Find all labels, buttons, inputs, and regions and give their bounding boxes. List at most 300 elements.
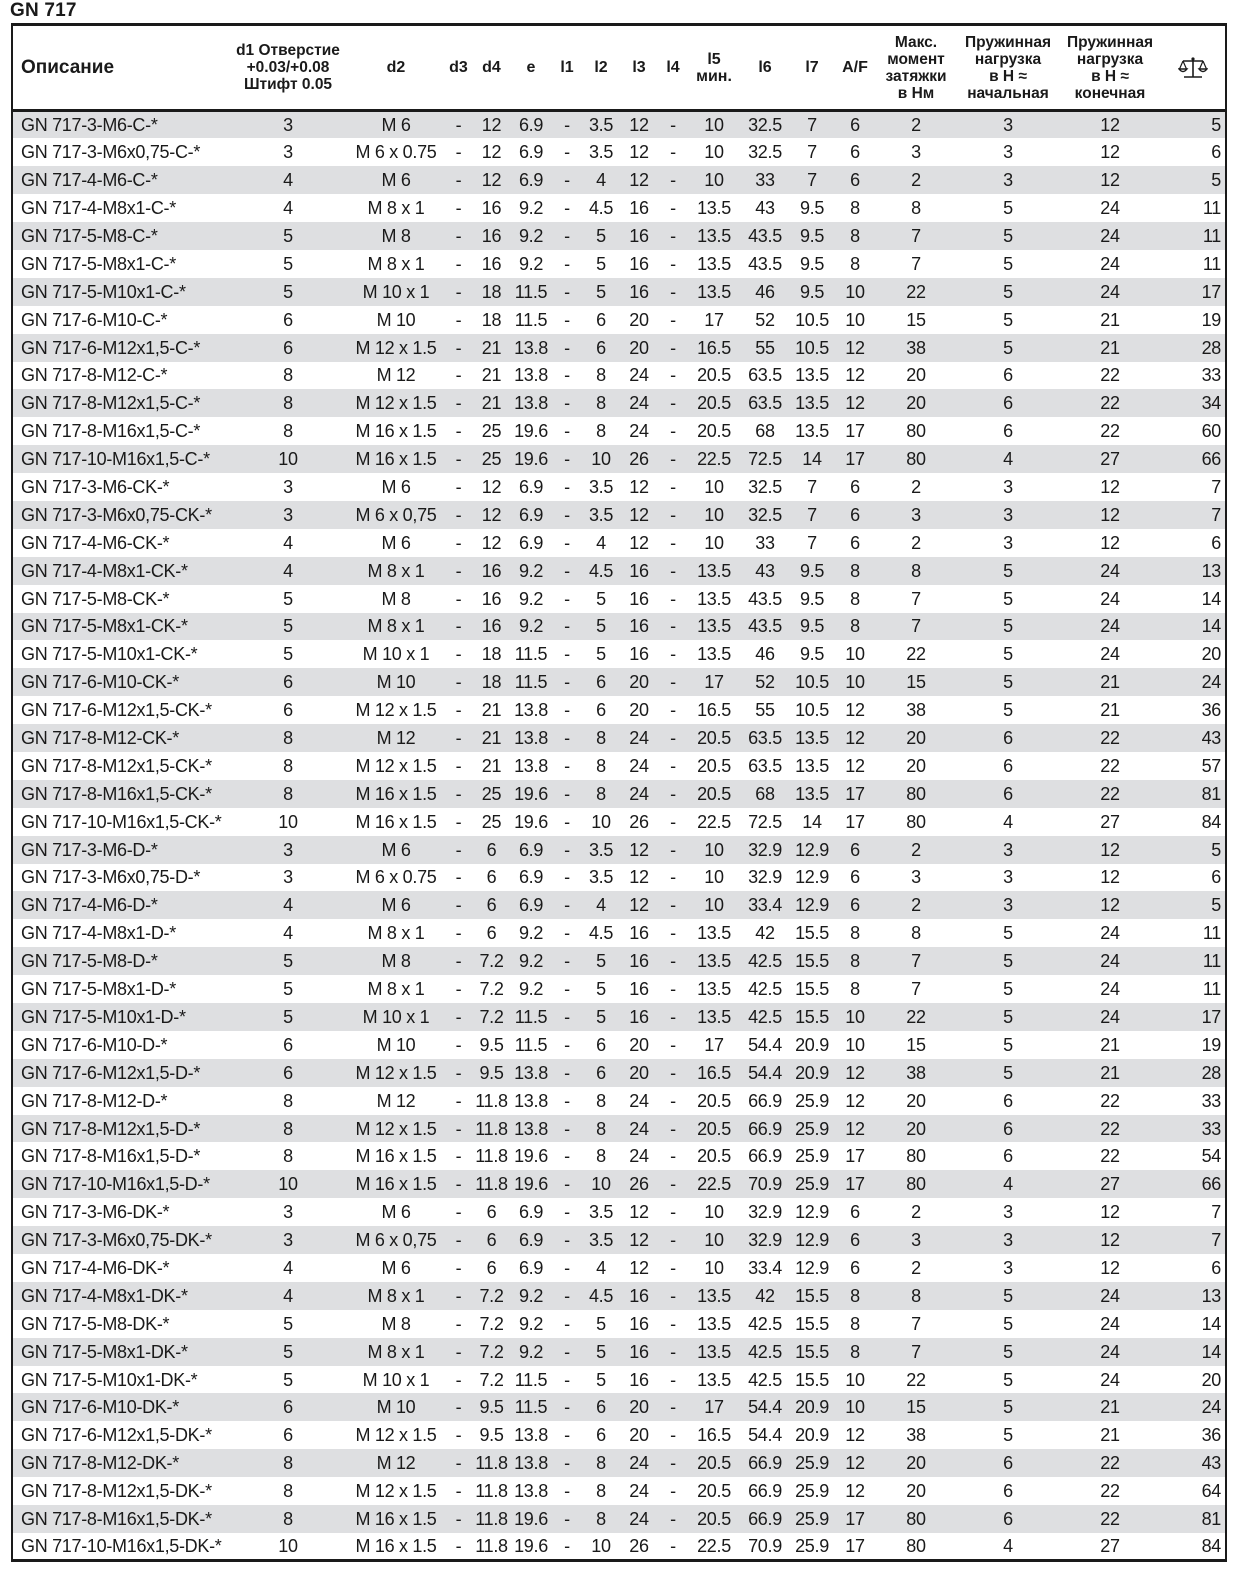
cell-spring-initial: 6	[956, 1115, 1060, 1143]
cell-d1: 4	[283, 1257, 293, 1278]
cell-l4: -	[658, 389, 688, 417]
cell-torque: 2	[911, 477, 921, 498]
cell-e: 9.2	[510, 1282, 552, 1310]
cell-d3: -	[455, 755, 462, 776]
cell-l2: 6	[596, 1034, 606, 1055]
cell-torque: 20	[876, 1449, 956, 1477]
cell-e: 11.5	[510, 1393, 552, 1421]
cell-l4: -	[658, 222, 688, 250]
table-row	[12, 1115, 1226, 1143]
cell-l3: 12	[629, 532, 649, 553]
cell-l6: 46	[740, 278, 790, 306]
cell-d3: -	[444, 1505, 473, 1533]
cell-l5: 13.5	[688, 557, 740, 585]
cell-weight: 14	[1160, 1338, 1226, 1366]
cell-weight: 14	[1201, 588, 1221, 609]
cell-d4: 21	[481, 700, 502, 721]
cell-l2: 6	[582, 1393, 620, 1421]
cell-d3: -	[455, 198, 462, 219]
cell-af: 10	[834, 668, 876, 696]
cell-d4: 12	[481, 532, 502, 553]
cell-l1: -	[564, 532, 570, 553]
cell-spring-initial: 6	[956, 1505, 1060, 1533]
cell-l4: -	[670, 979, 676, 1000]
cell-spring-final: 12	[1060, 111, 1160, 139]
cell-d1: 8	[283, 1146, 293, 1167]
header-description: Описание	[12, 25, 228, 111]
table-row	[12, 1310, 1226, 1338]
table-row	[12, 250, 1226, 278]
cell-spring-final: 21	[1100, 700, 1120, 721]
cell-d1: 5	[283, 1369, 293, 1390]
cell-d3: -	[455, 365, 462, 386]
cell-torque: 7	[876, 613, 956, 641]
cell-spring-final: 21	[1100, 1425, 1120, 1446]
cell-l4: -	[670, 365, 676, 386]
cell-torque: 22	[906, 1369, 926, 1390]
cell-l7: 15.5	[795, 1313, 829, 1334]
cell-spring-initial: 5	[1003, 198, 1013, 219]
cell-torque: 38	[876, 1059, 956, 1087]
cell-spring-final: 21	[1100, 309, 1120, 330]
table-row	[12, 1505, 1226, 1533]
cell-l1: -	[552, 501, 582, 529]
cell-d2: M 6	[381, 1257, 411, 1278]
cell-e: 6.9	[510, 891, 552, 919]
cell-l6: 42	[740, 1282, 790, 1310]
cell-spring-final: 24	[1100, 253, 1120, 274]
cell-l2: 3.5	[588, 142, 614, 163]
cell-d1: 6	[283, 1034, 293, 1055]
cell-l6: 32.5	[748, 142, 782, 163]
cell-l4: -	[658, 836, 688, 864]
cell-af: 12	[845, 1090, 865, 1111]
cell-d4: 11.8	[473, 1170, 510, 1198]
cell-d1: 5	[228, 613, 348, 641]
cell-d4: 7.2	[473, 1003, 510, 1031]
cell-l6: 43	[755, 198, 775, 219]
cell-l4: -	[670, 1034, 676, 1055]
cell-weight: 84	[1201, 1536, 1221, 1557]
cell-l3: 16	[629, 1369, 649, 1390]
cell-l2: 10	[591, 811, 611, 832]
cell-l7: 12.9	[795, 1257, 829, 1278]
cell-l1: -	[552, 445, 582, 473]
cell-description: GN 717-8-M16x1,5-DK-*	[12, 1505, 228, 1533]
cell-l5: 16.5	[688, 334, 740, 362]
cell-d1: 10	[278, 811, 298, 832]
cell-d2: M 12	[376, 365, 416, 386]
cell-description: GN 717-6-M10-DK-*	[12, 1393, 228, 1421]
cell-l2: 5	[582, 1338, 620, 1366]
cell-af: 12	[845, 365, 865, 386]
table-row	[12, 473, 1226, 501]
cell-d2: M 6	[381, 477, 411, 498]
cell-d3: -	[444, 891, 473, 919]
header-l3: l3	[620, 25, 658, 111]
cell-d3: -	[455, 309, 462, 330]
cell-d3: -	[455, 1313, 462, 1334]
cell-af: 10	[845, 1369, 865, 1390]
cell-torque: 7	[876, 1338, 956, 1366]
cell-l7: 15.5	[790, 947, 834, 975]
cell-d3: -	[444, 1170, 473, 1198]
cell-d2: M 6 x 0,75	[348, 501, 444, 529]
cell-d4: 16	[481, 198, 502, 219]
cell-af: 8	[850, 1313, 860, 1334]
cell-l6: 54.4	[740, 1393, 790, 1421]
cell-description: GN 717-5-M8x1-DK-*	[12, 1338, 228, 1366]
header-l1: l1	[552, 25, 582, 111]
cell-torque: 22	[906, 644, 926, 665]
cell-d2: M 16 x 1.5	[355, 421, 437, 442]
cell-e: 13.8	[510, 724, 552, 752]
cell-spring-initial: 3	[1003, 867, 1013, 888]
cell-d3: -	[455, 700, 462, 721]
cell-weight: 13	[1160, 1282, 1226, 1310]
cell-spring-initial: 6	[1003, 1146, 1013, 1167]
cell-l7: 20.9	[795, 1034, 829, 1055]
cell-l2: 8	[582, 780, 620, 808]
cell-l6: 63.5	[740, 724, 790, 752]
cell-l4: -	[670, 1536, 676, 1557]
header-torque	[876, 25, 956, 111]
cell-d2: M 8 x 1	[348, 557, 444, 585]
cell-l4: -	[658, 166, 688, 194]
table-row	[12, 222, 1226, 250]
cell-l6: 66.9	[740, 1115, 790, 1143]
cell-description: GN 717-6-M10-CK-*	[12, 668, 228, 696]
cell-l4: -	[670, 142, 676, 163]
cell-l6: 42.5	[748, 1369, 782, 1390]
cell-l5: 10	[688, 166, 740, 194]
cell-af: 12	[845, 1425, 865, 1446]
cell-torque: 20	[876, 389, 956, 417]
cell-l4: -	[670, 198, 676, 219]
cell-l2: 5	[582, 1003, 620, 1031]
cell-l6: 32.5	[748, 477, 782, 498]
cell-l1: -	[564, 1146, 570, 1167]
cell-d1: 5	[228, 278, 348, 306]
cell-e: 13.8	[514, 1481, 548, 1502]
cell-l1: -	[552, 1338, 582, 1366]
cell-d4: 11.8	[475, 1090, 508, 1111]
cell-d2: M 8	[348, 947, 444, 975]
cell-d3: -	[444, 166, 473, 194]
cell-af: 12	[845, 1481, 865, 1502]
cell-d2: M 16 x 1.5	[355, 1146, 437, 1167]
cell-weight: 19	[1201, 1034, 1221, 1055]
cell-d2: M 12	[348, 1449, 444, 1477]
cell-weight: 33	[1201, 365, 1221, 386]
cell-d1: 6	[283, 700, 293, 721]
cell-e: 19.6	[514, 1146, 548, 1167]
cell-af: 6	[850, 142, 860, 163]
cell-d4: 18	[481, 309, 502, 330]
cell-l1: -	[564, 253, 570, 274]
cell-l3: 26	[620, 1170, 658, 1198]
cell-l2: 3.5	[588, 1202, 614, 1223]
cell-weight: 13	[1160, 557, 1226, 585]
cell-af: 6	[850, 867, 860, 888]
cell-l3: 26	[629, 1536, 649, 1557]
cell-l5: 20.5	[697, 1481, 731, 1502]
cell-weight: 81	[1160, 780, 1226, 808]
cell-spring-final: 24	[1100, 1313, 1120, 1334]
cell-l7: 7	[790, 111, 834, 139]
cell-spring-final: 12	[1100, 1257, 1120, 1278]
cell-spring-initial: 3	[956, 891, 1060, 919]
cell-d2: M 10	[376, 309, 416, 330]
cell-l3: 16	[620, 222, 658, 250]
cell-spring-initial: 5	[1003, 1034, 1013, 1055]
cell-d2: M 6 x 0.75	[355, 867, 437, 888]
cell-l4: -	[658, 501, 688, 529]
cell-e: 11.5	[514, 309, 548, 330]
cell-d1: 3	[228, 836, 348, 864]
cell-l7: 12.9	[790, 891, 834, 919]
cell-d2: M 10 x 1	[348, 1003, 444, 1031]
cell-description: GN 717-5-M8x1-D-*	[21, 979, 176, 1000]
cell-l1: -	[564, 811, 570, 832]
cell-description: GN 717-8-M12-DK-*	[12, 1449, 228, 1477]
header-torque-line: момент	[887, 50, 945, 68]
cell-l1: -	[552, 613, 582, 641]
cell-l5: 13.5	[688, 1338, 740, 1366]
cell-l7: 25.9	[790, 1115, 834, 1143]
cell-l7: 9.5	[799, 198, 825, 219]
cell-l2: 5	[596, 644, 606, 665]
cell-d2: M 6 x 0.75	[355, 142, 437, 163]
cell-description: GN 717-4-M8x1-DK-*	[12, 1282, 228, 1310]
cell-d4: 12	[473, 501, 510, 529]
cell-d4: 7.2	[473, 1282, 510, 1310]
cell-d1: 8	[283, 755, 293, 776]
header-l5-line: мин.	[696, 67, 732, 85]
cell-l5: 13.5	[688, 947, 740, 975]
table-row	[12, 334, 1226, 362]
cell-torque: 2	[876, 111, 956, 139]
cell-l2: 8	[596, 365, 606, 386]
cell-l3: 12	[629, 1257, 649, 1278]
cell-af: 8	[850, 979, 860, 1000]
cell-d4: 21	[473, 334, 510, 362]
cell-l5: 13.5	[697, 979, 731, 1000]
cell-d2: M 8 x 1	[348, 613, 444, 641]
cell-spring-initial: 5	[956, 947, 1060, 975]
cell-l2: 10	[591, 1536, 611, 1557]
cell-l6: 66.9	[748, 1481, 782, 1502]
cell-l4: -	[658, 891, 688, 919]
table-row	[12, 1254, 1226, 1282]
cell-l3: 20	[629, 1034, 649, 1055]
cell-weight: 7	[1211, 477, 1221, 498]
cell-l2: 4.5	[582, 1282, 620, 1310]
cell-l7: 12.9	[795, 867, 829, 888]
cell-l3: 16	[629, 923, 649, 944]
cell-e: 9.2	[518, 253, 544, 274]
cell-l6: 72.5	[748, 811, 782, 832]
cell-l1: -	[552, 1282, 582, 1310]
cell-spring-initial: 3	[956, 501, 1060, 529]
cell-d1: 10	[278, 1536, 298, 1557]
cell-spring-final: 12	[1060, 501, 1160, 529]
cell-d3: -	[455, 1425, 462, 1446]
cell-d1: 6	[228, 334, 348, 362]
cell-d3: -	[444, 111, 473, 139]
cell-torque: 80	[876, 1170, 956, 1198]
cell-d3: -	[455, 588, 462, 609]
cell-af: 12	[845, 700, 865, 721]
cell-description: GN 717-6-M12x1,5-D-*	[12, 1059, 228, 1087]
cell-l5: 13.5	[688, 613, 740, 641]
cell-d1: 6	[228, 1393, 348, 1421]
cell-d4: 12	[481, 477, 502, 498]
cell-e: 9.2	[518, 198, 544, 219]
cell-l7: 15.5	[795, 923, 829, 944]
cell-l3: 20	[620, 1393, 658, 1421]
cell-af: 12	[834, 1449, 876, 1477]
cell-l3: 16	[629, 198, 649, 219]
cell-spring-initial: 4	[1003, 1536, 1013, 1557]
table-row	[12, 1366, 1226, 1394]
cell-e: 19.6	[510, 1505, 552, 1533]
cell-e: 11.5	[514, 1369, 548, 1390]
cell-torque: 7	[876, 222, 956, 250]
cell-e: 19.6	[510, 1170, 552, 1198]
cell-l4: -	[670, 1090, 676, 1111]
cell-l5: 10	[704, 867, 724, 888]
cell-d4: 6	[473, 836, 510, 864]
cell-d2: M 6	[348, 891, 444, 919]
cell-l2: 8	[596, 1146, 606, 1167]
cell-l3: 24	[620, 389, 658, 417]
cell-weight: 7	[1160, 1226, 1226, 1254]
cell-l2: 6	[596, 309, 606, 330]
cell-torque: 22	[876, 278, 956, 306]
cell-d2: M 16 x 1.5	[348, 1170, 444, 1198]
cell-d4: 11.8	[475, 1146, 508, 1167]
cell-torque: 8	[911, 923, 921, 944]
cell-description: GN 717-8-M16x1,5-CK-*	[12, 780, 228, 808]
cell-spring-initial: 3	[956, 166, 1060, 194]
table-row	[12, 919, 1226, 947]
cell-d4: 7.2	[479, 1369, 504, 1390]
header-d3: d3	[444, 25, 473, 111]
cell-description: GN 717-6-M10-D-*	[21, 1034, 168, 1055]
cell-d4: 25	[481, 421, 502, 442]
cell-l7: 7	[807, 477, 817, 498]
cell-weight: 33	[1201, 1090, 1221, 1111]
cell-l4: -	[670, 1369, 676, 1390]
cell-d1: 3	[283, 1202, 293, 1223]
cell-d2: M 10	[376, 1034, 416, 1055]
cell-l1: -	[564, 1257, 570, 1278]
cell-l7: 25.9	[790, 1170, 834, 1198]
cell-spring-initial: 5	[956, 557, 1060, 585]
cell-spring-final: 24	[1100, 1369, 1120, 1390]
cell-d4: 12	[473, 111, 510, 139]
cell-e: 13.8	[514, 1425, 548, 1446]
cell-l6: 63.5	[748, 755, 782, 776]
cell-l5: 20.5	[688, 1505, 740, 1533]
cell-d4: 7.2	[479, 979, 504, 1000]
cell-af: 6	[850, 1257, 860, 1278]
header-spring-final-line: в Н ≈	[1091, 67, 1129, 85]
cell-af: 12	[834, 389, 876, 417]
cell-torque: 15	[876, 668, 956, 696]
cell-l3: 12	[629, 142, 649, 163]
cell-torque: 22	[876, 1003, 956, 1031]
cell-spring-initial: 3	[956, 1226, 1060, 1254]
cell-d2: M 16 x 1.5	[355, 1536, 437, 1557]
cell-spring-initial: 5	[956, 278, 1060, 306]
cell-d1: 4	[228, 166, 348, 194]
cell-l5: 13.5	[688, 278, 740, 306]
cell-l3: 12	[620, 111, 658, 139]
cell-description: GN 717-6-M12x1,5-CK-*	[21, 700, 212, 721]
cell-d1: 5	[283, 253, 293, 274]
cell-d3: -	[455, 1481, 462, 1502]
cell-d4: 12	[481, 142, 502, 163]
cell-l7: 13.5	[790, 389, 834, 417]
cell-d4: 6	[486, 923, 497, 944]
cell-d4: 9.5	[473, 1059, 510, 1087]
cell-spring-initial: 5	[1003, 923, 1013, 944]
cell-d1: 5	[228, 947, 348, 975]
cell-spring-final: 12	[1060, 891, 1160, 919]
cell-l3: 24	[620, 1505, 658, 1533]
table-row	[12, 947, 1226, 975]
cell-l1: -	[552, 1505, 582, 1533]
cell-l5: 13.5	[697, 198, 731, 219]
cell-weight: 20	[1201, 644, 1221, 665]
cell-d2: M 10	[348, 1393, 444, 1421]
cell-d2: M 8 x 1	[367, 198, 425, 219]
cell-l2: 10	[582, 1170, 620, 1198]
cell-weight: 36	[1201, 700, 1221, 721]
cell-l5: 13.5	[688, 1282, 740, 1310]
cell-d3: -	[444, 278, 473, 306]
cell-af: 6	[834, 166, 876, 194]
cell-d2: M 8 x 1	[348, 1282, 444, 1310]
table-row	[12, 1226, 1226, 1254]
cell-spring-initial: 3	[1003, 1202, 1013, 1223]
cell-weight: 5	[1160, 891, 1226, 919]
cell-weight: 11	[1202, 979, 1221, 1000]
cell-af: 8	[850, 253, 860, 274]
table-row	[12, 975, 1226, 1003]
cell-torque: 3	[911, 867, 921, 888]
cell-d2: M 12 x 1.5	[355, 755, 437, 776]
cell-l3: 16	[629, 979, 649, 1000]
cell-l4: -	[670, 1202, 676, 1223]
cell-d4: 7.2	[473, 1338, 510, 1366]
cell-spring-initial: 3	[1003, 142, 1013, 163]
scale-icon	[1160, 25, 1226, 111]
cell-l4: -	[670, 532, 676, 553]
cell-spring-initial: 4	[1003, 811, 1013, 832]
cell-d4: 6	[486, 867, 497, 888]
cell-l4: -	[658, 1449, 688, 1477]
cell-d3: -	[455, 1369, 462, 1390]
cell-description: GN 717-3-M6-CK-*	[21, 477, 170, 498]
cell-l7: 12.9	[790, 836, 834, 864]
cell-spring-initial: 5	[956, 1338, 1060, 1366]
table-row	[12, 445, 1226, 473]
cell-l5: 16.5	[688, 1059, 740, 1087]
cell-spring-initial: 5	[1003, 1313, 1013, 1334]
